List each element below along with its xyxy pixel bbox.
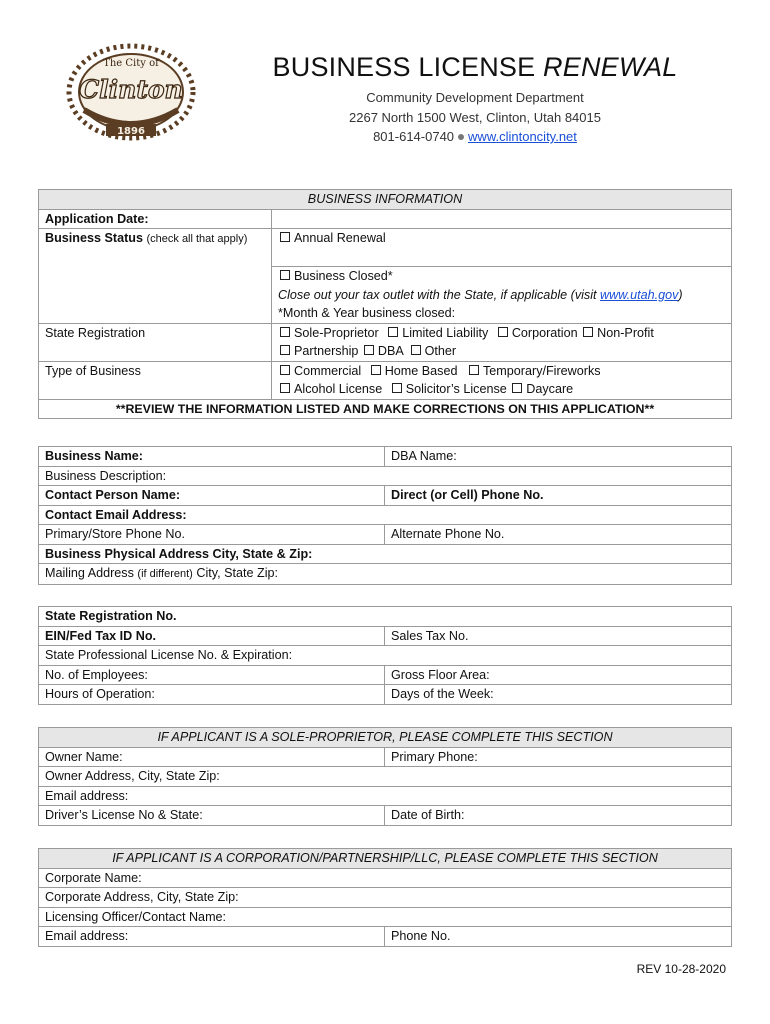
- review-notice: **REVIEW THE INFORMATION LISTED AND MAKE CORRECTIONS ON THIS APPLICATION**: [39, 399, 732, 419]
- checkbox-icon[interactable]: [364, 345, 374, 355]
- annual-renewal-option[interactable]: Annual Renewal: [272, 229, 732, 267]
- business-description-field[interactable]: Business Description:: [39, 466, 732, 486]
- checkbox-icon[interactable]: [371, 365, 381, 375]
- type-of-business-label: Type of Business: [39, 361, 272, 399]
- physical-address-field[interactable]: Business Physical Address City, State & Zip:: [39, 544, 732, 564]
- month-year-closed-field[interactable]: *Month & Year business closed:: [272, 304, 732, 323]
- city-phone: 801-614-0740: [373, 129, 455, 144]
- section-header: IF APPLICANT IS A CORPORATION/PARTNERSHIP/LLC, PLEASE COMPLETE THIS SECTION: [39, 849, 732, 869]
- checkbox-icon[interactable]: [280, 270, 290, 280]
- contact-email-field[interactable]: Contact Email Address:: [39, 505, 732, 525]
- logo-year: 1896: [117, 126, 145, 137]
- state-registration-options-2: Partnership DBA Other: [272, 342, 732, 361]
- bullet-icon: [458, 134, 464, 140]
- department: Community Development Department: [366, 90, 584, 105]
- owner-address-field[interactable]: Owner Address, City, State Zip:: [39, 767, 732, 787]
- hours-field[interactable]: Hours of Operation:: [39, 685, 385, 705]
- corporation-table: [38, 848, 732, 947]
- closeout-note: Close out your tax outlet with the State, if applicable (visit www.utah.gov): [272, 286, 732, 305]
- contact-table: [38, 446, 732, 585]
- checkbox-icon[interactable]: [411, 345, 421, 355]
- state-registration-label: State Registration: [39, 323, 272, 361]
- checkbox-icon[interactable]: [392, 383, 402, 393]
- business-closed-option[interactable]: Business Closed*: [272, 267, 732, 286]
- professional-license-field[interactable]: State Professional License No. & Expiration:: [39, 646, 732, 666]
- registration-table: [38, 606, 732, 705]
- floor-area-field[interactable]: Gross Floor Area:: [385, 665, 732, 685]
- corporate-name-field[interactable]: Corporate Name:: [39, 868, 732, 888]
- type-of-business-options-2: Alcohol License Solicitor’s License Daycare: [272, 380, 732, 399]
- application-date-label: Application Date:: [39, 209, 272, 229]
- business-information-table: [38, 189, 732, 419]
- city-seal-logo: [62, 42, 200, 144]
- business-status-hint: (check all that apply): [146, 233, 248, 245]
- city-website-link[interactable]: www.clintoncity.net: [468, 129, 577, 144]
- checkbox-icon[interactable]: [280, 365, 290, 375]
- checkbox-icon[interactable]: [388, 327, 398, 337]
- mailing-address-field[interactable]: Mailing Address (if different) City, State Zip:: [39, 564, 732, 585]
- dob-field[interactable]: Date of Birth:: [385, 806, 732, 826]
- business-status-label: Business Status: [45, 231, 143, 245]
- employees-field[interactable]: No. of Employees:: [39, 665, 385, 685]
- alternate-phone-field[interactable]: Alternate Phone No.: [385, 525, 732, 545]
- contact-line: [270, 129, 680, 144]
- state-registration-no-field[interactable]: State Registration No.: [39, 607, 732, 627]
- business-name-field[interactable]: Business Name:: [39, 447, 385, 467]
- direct-phone-field[interactable]: Direct (or Cell) Phone No.: [385, 486, 732, 506]
- days-field[interactable]: Days of the Week:: [385, 685, 732, 705]
- ein-field[interactable]: EIN/Fed Tax ID No.: [39, 626, 385, 646]
- primary-phone-field[interactable]: Primary/Store Phone No.: [39, 525, 385, 545]
- sole-proprietor-table: [38, 727, 732, 826]
- section-header: BUSINESS INFORMATION: [39, 190, 732, 210]
- checkbox-icon[interactable]: [280, 345, 290, 355]
- corporate-phone-field[interactable]: Phone No.: [385, 927, 732, 947]
- drivers-license-field[interactable]: Driver’s License No & State:: [39, 806, 385, 826]
- contact-person-field[interactable]: Contact Person Name:: [39, 486, 385, 506]
- logo-name: Clinton: [79, 75, 183, 104]
- checkbox-icon[interactable]: [498, 327, 508, 337]
- revision-label: REV 10-28-2020: [636, 962, 726, 976]
- checkbox-icon[interactable]: [469, 365, 479, 375]
- checkbox-icon[interactable]: [583, 327, 593, 337]
- owner-name-field[interactable]: Owner Name:: [39, 747, 385, 767]
- sales-tax-field[interactable]: Sales Tax No.: [385, 626, 732, 646]
- owner-phone-field[interactable]: Primary Phone:: [385, 747, 732, 767]
- checkbox-icon[interactable]: [280, 327, 290, 337]
- city-address: 2267 North 1500 West, Clinton, Utah 84015: [349, 110, 601, 125]
- page-title: BUSINESS LICENSE RENEWAL: [272, 52, 678, 82]
- corporate-email-field[interactable]: Email address:: [39, 927, 385, 947]
- state-registration-options-1: Sole-Proprietor Limited Liability Corporation Non-Profit: [272, 323, 732, 342]
- utah-gov-link[interactable]: www.utah.gov: [600, 287, 679, 302]
- logo-top-text: The City of: [103, 58, 159, 69]
- checkbox-icon[interactable]: [280, 232, 290, 242]
- dba-name-field[interactable]: DBA Name:: [385, 447, 732, 467]
- checkbox-icon[interactable]: [512, 383, 522, 393]
- licensing-officer-field[interactable]: Licensing Officer/Contact Name:: [39, 907, 732, 927]
- corporate-address-field[interactable]: Corporate Address, City, State Zip:: [39, 888, 732, 908]
- checkbox-icon[interactable]: [280, 383, 290, 393]
- owner-email-field[interactable]: Email address:: [39, 786, 732, 806]
- section-header: IF APPLICANT IS A SOLE-PROPRIETOR, PLEASE COMPLETE THIS SECTION: [39, 728, 732, 748]
- type-of-business-options-1: Commercial Home Based Temporary/Fireworks: [272, 361, 732, 380]
- application-date-field[interactable]: [272, 209, 732, 229]
